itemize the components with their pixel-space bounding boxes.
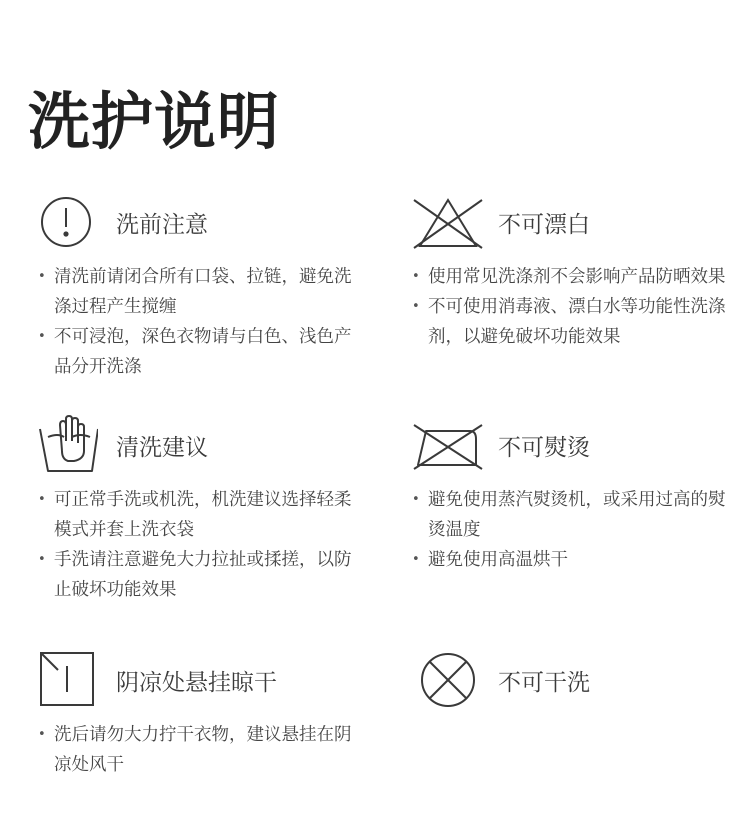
no-iron-icon bbox=[412, 415, 484, 475]
section-title: 洗前注意 bbox=[116, 211, 208, 238]
section-header bbox=[38, 415, 358, 475]
notes-list bbox=[38, 262, 358, 382]
section-header bbox=[412, 650, 732, 710]
list-item: • 不可浸泡，深色衣物请与白色、浅色产品分开洗涤 bbox=[38, 322, 358, 382]
notes-list bbox=[412, 262, 732, 352]
list-item: • 避免使用高温烘干 bbox=[412, 545, 732, 575]
section-no-dry-clean bbox=[412, 650, 732, 710]
section-header bbox=[412, 415, 732, 475]
section-header bbox=[38, 650, 358, 710]
list-item: • 避免使用蒸汽熨烫机，或采用过高的熨烫温度 bbox=[412, 485, 732, 545]
list-item: • 手洗请注意避免大力拉扯或揉搓，以防止破坏功能效果 bbox=[38, 545, 358, 605]
section-dry-in-shade bbox=[38, 650, 358, 780]
section-wash-advice bbox=[38, 415, 358, 605]
exclamation-circle-icon bbox=[38, 192, 98, 252]
page-title: 洗护说明 bbox=[28, 85, 281, 158]
section-pre-wash bbox=[38, 192, 358, 382]
no-dry-clean-icon bbox=[412, 650, 484, 710]
notes-list bbox=[38, 720, 358, 780]
section-title: 不可熨烫 bbox=[498, 434, 590, 461]
no-bleach-icon bbox=[412, 192, 484, 252]
hand-wash-icon bbox=[38, 415, 98, 475]
dry-in-shade-icon bbox=[38, 650, 98, 710]
list-item: • 洗后请勿大力拧干衣物，建议悬挂在阴凉处风干 bbox=[38, 720, 358, 780]
list-item: • 使用常见洗涤剂不会影响产品防晒效果 bbox=[412, 262, 732, 292]
list-item: • 可正常手洗或机洗，机洗建议选择轻柔模式并套上洗衣袋 bbox=[38, 485, 358, 545]
section-no-iron bbox=[412, 415, 732, 575]
section-title: 不可干洗 bbox=[498, 669, 590, 696]
notes-list bbox=[412, 485, 732, 575]
section-header bbox=[38, 192, 358, 252]
list-item: • 清洗前请闭合所有口袋、拉链，避免洗涤过程产生搅缠 bbox=[38, 262, 358, 322]
section-header bbox=[412, 192, 732, 252]
list-item: • 不可使用消毒液、漂白水等功能性洗涤剂，以避免破坏功能效果 bbox=[412, 292, 732, 352]
section-title: 不可漂白 bbox=[498, 211, 590, 238]
section-no-bleach bbox=[412, 192, 732, 352]
notes-list bbox=[38, 485, 358, 605]
section-title: 清洗建议 bbox=[116, 434, 208, 461]
section-title: 阴凉处悬挂晾干 bbox=[116, 669, 277, 696]
